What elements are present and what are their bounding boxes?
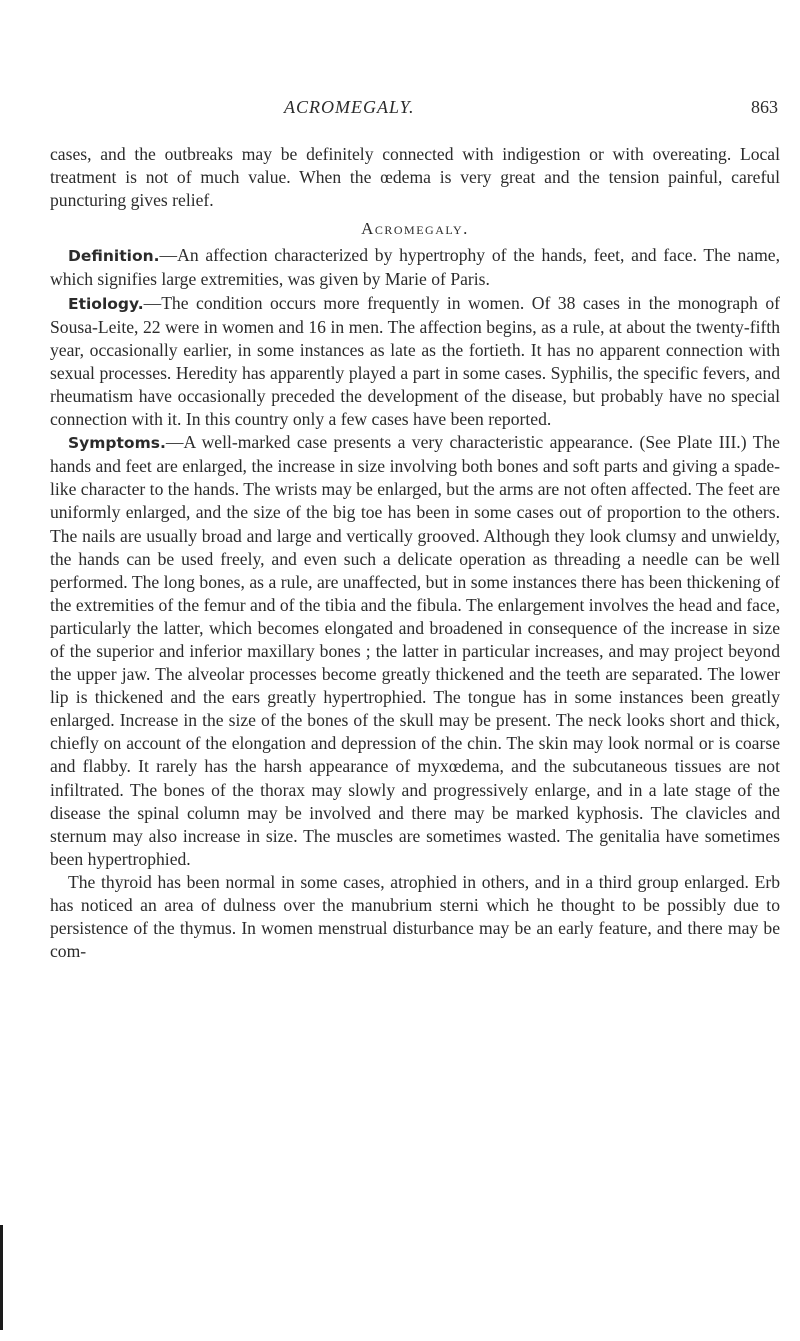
definition-paragraph (50, 244, 780, 291)
etiology-lead: Etiology. (68, 294, 144, 313)
page-number: 863 (751, 97, 778, 117)
symptoms-text: —A well-marked case presents a very characteristic appearance. (See Plate III.) The hands and feet are enlarged, the increase in size involving both bones and soft parts and giving a spade-like character to the hands. The wrists may be enlarged, but the arms are not often affected. The feet are uniformly enlarged, and the size of the big toe has been in some cases out of proportion to the others. The nails are usually broad and large and vertically grooved. Although they look clumsy and unwieldy, the hands can be used freely, and even such a delicate operation as threading a needle can be well performed. The long bones, as a rule, are unaffected, but in some instances there has been thickening of the extremities of the femur and of the tibia and the fibula. The enlargement involves the head and face, particularly the latter, which becomes elongated and broadened in consequence of the increase in size of the superior and inferior maxillary bones ; the latter in particular increases, and may project beyond the upper jaw. The alveolar processes become greatly thickened and the teeth are separated. The lower lip is thickened and the ears greatly hypertrophied. The tongue has in some instances been greatly enlarged. Increase in the size of the bones of the skull may be present. The neck looks short and thick, chiefly on account of the elongation and depression of the chin. The skin may look normal or is coarse and flabby. It rarely has the harsh appearance of myxœdema, and the subcutaneous tissues are not infiltrated. The bones of the thorax may slowly and progressively enlarge, and in a late stage of the disease the spinal column may be involved and there may be marked kyphosis. The clavicles and sternum may also increase in size. The muscles are sometimes wasted. The genitalia have sometimes been hypertrophied. (50, 432, 780, 869)
section-heading: Acromegaly. (361, 219, 469, 239)
symptoms-lead: Symptoms. (68, 434, 166, 453)
etiology-paragraph (50, 292, 780, 432)
symptoms-paragraph (50, 431, 780, 871)
definition-lead: Definition. (68, 247, 160, 266)
page-body (50, 143, 780, 963)
intro-paragraph: cases, and the outbreaks may be definitely connected with indigestion or with overeating. Local treatment is not of much value. When the œdema is very great and the tension painful, careful puncturing gives relief. (50, 144, 780, 211)
thyroid-paragraph: The thyroid has been normal in some cases, atrophied in others, and in a third group enlarged. Erb has noticed an area of dulness over the manubrium sterni which he thought to be possibly due to persistence of the thymus. In women menstrual disturbance may be an early feature, and there may be com- (50, 871, 780, 962)
etiology-text: —The condition occurs more frequently in women. Of 38 cases in the monograph of Sousa-Leite, 22 were in women and 16 in men. The affection begins, as a rule, at about the twenty-fifth year, occasionally earlier, in some instances as late as the fortieth. It has no apparent connection with sexual processes. Heredity has apparently played a part in some cases. Syphilis, the specific fevers, and rheumatism have occasionally preceded the development of the disease, but probably have no special connection with it. In this country only a few cases have been reported. (50, 292, 780, 430)
running-title: ACROMEGALY. (284, 97, 415, 117)
definition-text: —An affection characterized by hypertrophy of the hands, feet, and face. The name, which signifies large extremities, was given by Marie of Paris. (50, 245, 780, 290)
page-header (284, 97, 778, 123)
margin-rule (0, 1225, 3, 1330)
